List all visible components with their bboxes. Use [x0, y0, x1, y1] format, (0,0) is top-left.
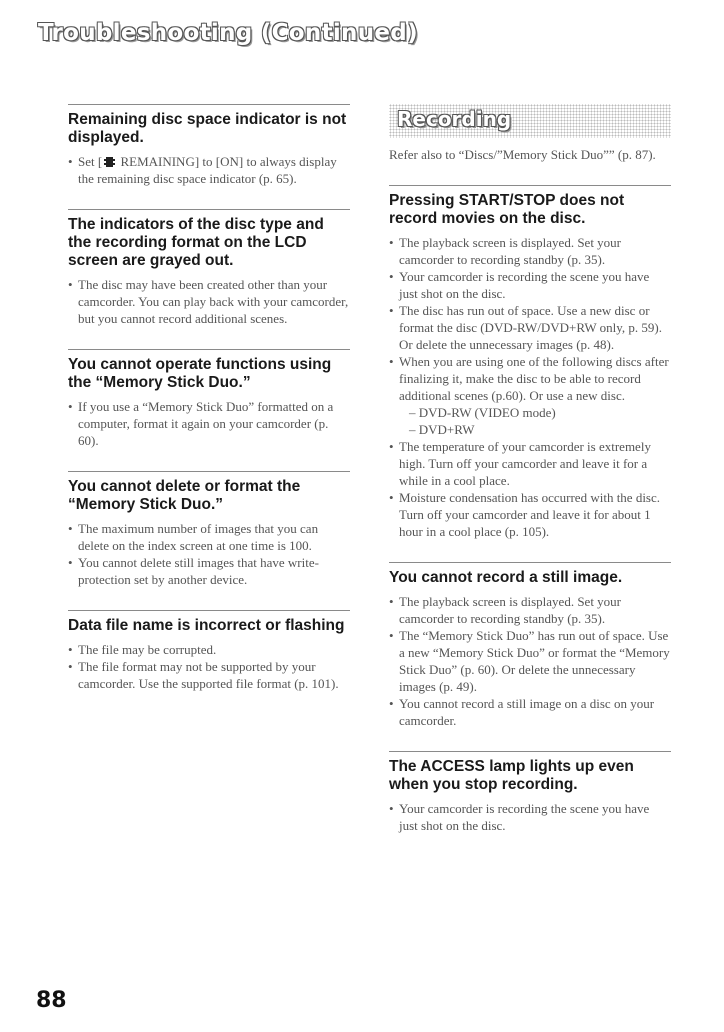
- bullet-list: [68, 520, 350, 588]
- list-item: • The “Memory Stick Duo” has run out of space. Use a new “Memory Stick Duo” or format the “Memory Stick Duo” (p. 60). Or delete the unnecessary images (p. 49).: [389, 627, 671, 695]
- section-remaining-disc-space: [68, 104, 350, 187]
- bullet-list: [68, 153, 350, 187]
- list-item: • The file may be corrupted.: [68, 641, 350, 658]
- section-heading: You cannot operate functions using the “Memory Stick Duo.”: [68, 356, 332, 391]
- section-heading: You cannot record a still image.: [389, 569, 623, 586]
- section-heading: Pressing START/STOP does not record movies on the disc.: [389, 192, 625, 227]
- list-item: • The temperature of your camcorder is extremely high. Turn off your camcorder and leave it for a while in a cool place.: [389, 438, 671, 489]
- bullet-list: [389, 593, 671, 729]
- right-column: [389, 104, 671, 856]
- section-start-stop: [389, 185, 671, 540]
- section-data-file-name: [68, 610, 350, 692]
- section-heading: The ACCESS lamp lights up even when you stop recording.: [389, 758, 634, 793]
- list-item: • The maximum number of images that you can delete on the index screen at one time is 100.: [68, 520, 350, 554]
- bullet-list: [389, 800, 671, 834]
- sub-list-item: – DVD+RW: [409, 422, 475, 437]
- bullet-list: [389, 234, 671, 540]
- list-item: • Moisture condensation has occurred with the disc. Turn off your camcorder and leave it for about 1 hour in a cool place (p. 105).: [389, 489, 671, 540]
- movie-film-icon: [104, 157, 115, 167]
- list-item: • Set [ REMAINING] to [ON] to always display the remaining disc space indicator (p. 65).: [68, 153, 350, 187]
- section-heading: You cannot delete or format the “Memory Stick Duo.”: [68, 478, 301, 513]
- list-item: • The playback screen is displayed. Set your camcorder to recording standby (p. 35).: [389, 234, 671, 268]
- page-header: Troubleshooting (Continued): [38, 20, 418, 46]
- list-item: • You cannot delete still images that have write-protection set by another device.: [68, 554, 350, 588]
- list-item: • The disc has run out of space. Use a new disc or format the disc (DVD-RW/DVD+RW only, p. 59). Or delete the unnecessary images (p. 48).: [389, 302, 671, 353]
- list-item: • If you use a “Memory Stick Duo” formatted on a computer, format it again on your camcorder (p. 60).: [68, 398, 350, 449]
- list-item: • You cannot record a still image on a disc on your camcorder.: [389, 695, 671, 729]
- list-item: • Your camcorder is recording the scene you have just shot on the disc.: [389, 268, 671, 302]
- list-item: • Your camcorder is recording the scene you have just shot on the disc.: [389, 800, 671, 834]
- bullet-list: [68, 398, 350, 449]
- recording-banner: [389, 104, 671, 138]
- bullet-list: [68, 641, 350, 692]
- section-indicators-grayed-out: [68, 209, 350, 327]
- section-access-lamp: [389, 751, 671, 834]
- section-heading: Data file name is incorrect or flashing: [68, 617, 345, 634]
- section-memory-stick-functions: [68, 349, 350, 449]
- intro-paragraph: Refer also to “Discs/”Memory Stick Duo”” (p. 87).: [389, 147, 656, 162]
- section-heading: The indicators of the disc type and the recording format on the LCD screen are grayed out.: [68, 216, 324, 269]
- page-number: 88: [36, 988, 67, 1013]
- section-still-image: [389, 562, 671, 729]
- list-item: • The disc may have been created other than your camcorder. You can play back with your camcorder, but you cannot record additional scenes.: [68, 276, 350, 327]
- list-item: • The playback screen is displayed. Set your camcorder to recording standby (p. 35).: [389, 593, 671, 627]
- bullet-list: [68, 276, 350, 327]
- left-column: [68, 104, 350, 714]
- section-delete-format-memory-stick: [68, 471, 350, 588]
- sub-list-item: – DVD-RW (VIDEO mode): [409, 405, 556, 420]
- list-item: • When you are using one of the following discs after finalizing it, make the disc to be able to record additional scenes (p.60). Or use a new disc. – DVD-RW (VIDEO mode) – DVD+RW: [389, 353, 671, 438]
- banner-title: Recording: [397, 107, 512, 131]
- section-heading: Remaining disc space indicator is not displayed.: [68, 111, 347, 146]
- list-item: • The file format may not be supported by your camcorder. Use the supported file format (p. 101).: [68, 658, 350, 692]
